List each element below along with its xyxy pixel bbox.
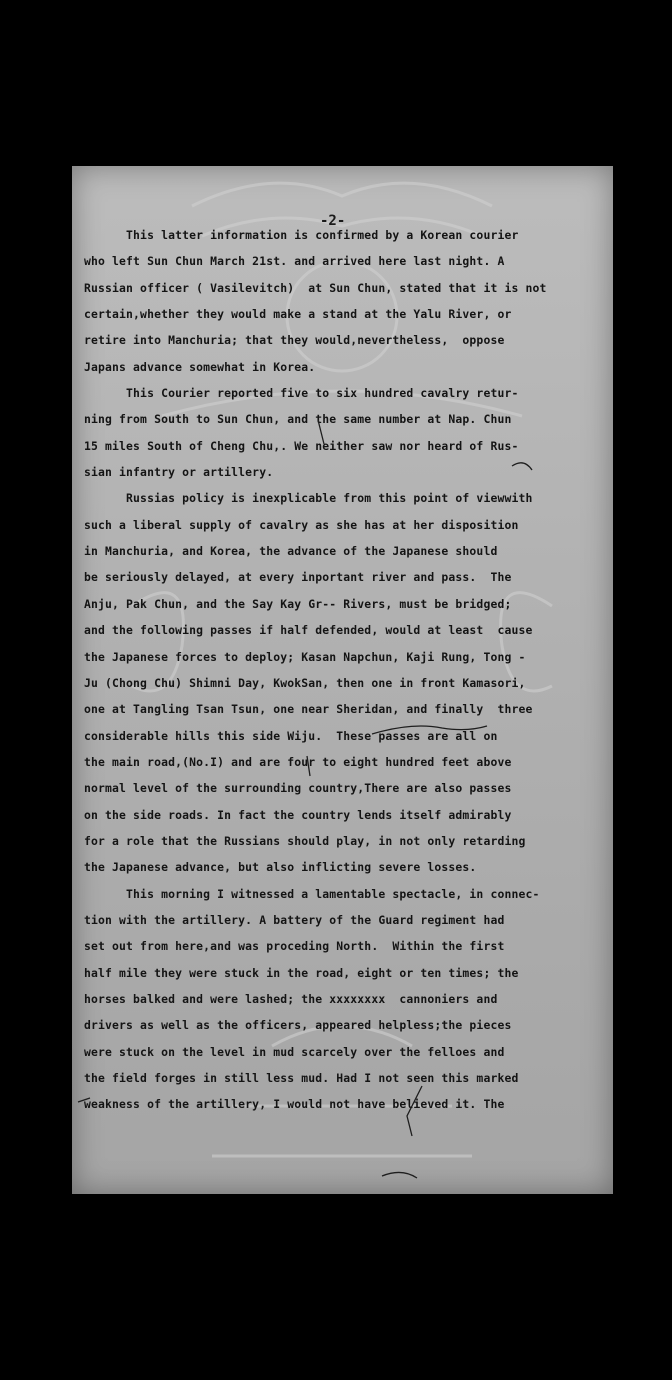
text-line: one at Tangling Tsan Tsun, one near Sheridan, and finally three <box>84 702 533 717</box>
text-line: certain,whether they would make a stand at the Yalu River, or <box>84 307 512 322</box>
text-line: 15 miles South of Cheng Chu,. We neither saw nor heard of Rus- <box>84 438 519 453</box>
text-line: the main road,(No.I) and are four to eight hundred feet above <box>84 754 512 769</box>
text-line: This Courier reported five to six hundred cavalry retur- <box>84 386 519 401</box>
text-line: tion with the artillery. A battery of the Guard regiment had <box>84 912 505 927</box>
text-line: drivers as well as the officers, appeared helpless;the pieces <box>84 1018 512 1033</box>
text-line: Russias policy is inexplicable from this point of viewwith <box>84 491 533 506</box>
text-line: Anju, Pak Chun, and the Say Kay Gr-- Rivers, must be bridged; <box>84 596 512 611</box>
text-line: the field forges in still less mud. Had I not seen this marked <box>84 1071 519 1085</box>
text-line: Japans advance somewhat in Korea. <box>84 359 316 374</box>
text-line: Russian officer ( Vasilevitch) at Sun Chun, stated that it is not <box>84 280 547 295</box>
text-line: such a liberal supply of cavalry as she has at her disposition <box>84 517 519 532</box>
text-line: Ju (Chong Chu) Shimni Day, KwokSan, then one in front Kamasori, <box>84 675 526 690</box>
text-line: set out from here,and was proceding North. Within the first <box>84 939 505 954</box>
text-line: sian infantry or artillery. <box>84 465 274 480</box>
text-line: and the following passes if half defended, would at least cause <box>84 623 533 638</box>
text-line: This latter information is confirmed by a Korean courier <box>84 228 519 242</box>
text-line: on the side roads. In fact the country lends itself admirably <box>84 807 512 822</box>
text-line: the Japanese forces to deploy; Kasan Napchun, Kaji Rung, Tong - <box>84 649 526 664</box>
text-line: ning from South to Sun Chun, and the same number at Nap. Chun <box>84 412 512 427</box>
text-line: who left Sun Chun March 21st. and arrived here last night. A <box>84 254 505 269</box>
text-line: for a role that the Russians should play, in not only retarding <box>84 833 526 848</box>
text-line: weakness of the artillery, I would not have believed it. The <box>84 1097 505 1112</box>
text-line: horses balked and were lashed; the xxxxxxxx cannoniers and <box>84 991 498 1006</box>
text-line: were stuck on the level in mud scarcely over the felloes and <box>84 1044 505 1059</box>
text-line: be seriously delayed, at every inportant river and pass. The <box>84 570 512 585</box>
text-line: the Japanese advance, but also inflicting severe losses. <box>84 860 477 875</box>
page-number: -2- <box>320 213 346 229</box>
document-page <box>72 166 613 1194</box>
typed-letter-body <box>84 222 609 1118</box>
text-line: normal level of the surrounding country,There are also passes <box>84 781 512 796</box>
text-line: in Manchuria, and Korea, the advance of the Japanese should <box>84 544 498 559</box>
text-line: retire into Manchuria; that they would,nevertheless, oppose <box>84 333 505 348</box>
text-line: half mile they were stuck in the road, eight or ten times; the <box>84 965 519 980</box>
text-line: considerable hills this side Wiju. These passes are all on <box>84 728 498 743</box>
text-line: This morning I witnessed a lamentable spectacle, in connec- <box>84 886 540 901</box>
